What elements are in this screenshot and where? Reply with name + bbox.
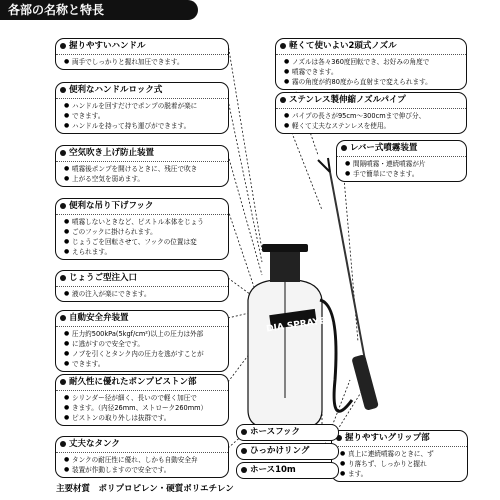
feature-title: 握りやすいハンドル <box>69 41 146 51</box>
feature-box-lever <box>336 140 467 182</box>
feature-title: ステンレス製伸縮ノズルパイプ <box>289 95 406 105</box>
product-label: DIA SPRAYER <box>265 315 334 335</box>
feature-box-hook <box>55 198 229 260</box>
feature-box-funnel <box>55 270 229 302</box>
feature-title: じょうご型注入口 <box>69 273 138 283</box>
feature-box-safety-valve <box>55 310 229 372</box>
feature-item: ● 霧の角度が約80度から直射まで変えられます。 <box>284 77 460 87</box>
feature-item: ● シリンダー径が細く、長いので軽く加圧で <box>64 393 222 403</box>
feature-item: ● ノズルは各々360度回転でき、お好みの角度で <box>284 57 460 67</box>
page-title: 各部の名称と特長 <box>0 0 198 20</box>
feature-item: ● えられます。 <box>64 247 222 257</box>
feature-item: ● パイプの長さが95cm〜300cmまで伸び分、 <box>284 111 460 121</box>
materials-footer: 主要材質 ポリプロピレン・硬質ポリエチレン <box>56 484 234 494</box>
feature-item: ● できます。 <box>64 111 222 121</box>
part-tag-label: ホースフック <box>250 427 300 437</box>
feature-item: ● 噴霧後ポンプを開けるときに、残圧で吹き <box>64 164 222 174</box>
feature-item: ● タンクの耐圧性に優れ、しかも自動安全弁 <box>64 455 222 465</box>
feature-item: ● ハンドルを回すだけでポンプの脱着が楽に <box>64 101 222 111</box>
part-tag-hose-hook <box>236 424 339 441</box>
part-tag-hose <box>236 462 339 479</box>
feature-item: ● 装置が作動しますので安全です。 <box>64 465 222 475</box>
feature-box-air-guard <box>55 145 229 187</box>
feature-item: ● 両手でしっかりと握れ加圧できます。 <box>64 57 222 67</box>
feature-item: ● 液の注入が楽にできます。 <box>64 289 222 299</box>
feature-box-nozzle <box>275 38 467 90</box>
feature-box-handle <box>55 38 229 70</box>
feature-item: ● ます。 <box>340 469 461 479</box>
feature-box-tank <box>55 436 229 478</box>
feature-title: 丈夫なタンク <box>69 439 120 449</box>
feature-item: ● 間隔噴霧・連続噴霧が片 <box>345 159 460 169</box>
feature-box-grip <box>331 430 468 482</box>
part-tag-label: ホース10m <box>250 465 296 475</box>
feature-title: 便利な吊り下げフック <box>69 201 154 211</box>
feature-item: ● に逃がすので安全です。 <box>64 339 222 349</box>
feature-item: ● 軽くて丈夫なステンレスを使用。 <box>284 121 460 131</box>
feature-title: 自動安全弁装置 <box>69 313 129 323</box>
feature-item: ● ノブを引くとタンク内の圧力を逃がすことが <box>64 349 222 359</box>
part-tag-hook-ring <box>236 443 339 460</box>
feature-item: ● 上がる空気を弱めます。 <box>64 174 222 184</box>
feature-item: ● ピストンの取り外しは抜群です。 <box>64 413 222 423</box>
feature-title: 便利なハンドルロック式 <box>69 85 163 95</box>
feature-title: レバー式噴霧装置 <box>350 143 418 153</box>
feature-item: ● り落ちず、しっかりと握れ <box>340 459 461 469</box>
feature-item: ● ごのフックに掛けられます。 <box>64 227 222 237</box>
feature-item: ● 噴霧しないときなど、ピストル本体をじょう <box>64 217 222 227</box>
feature-item: ● 手で簡単にできます。 <box>345 169 460 179</box>
feature-item: ● 噴霧できます。 <box>284 67 460 77</box>
feature-title: 軽くて使いよい2頭式ノズル <box>289 41 397 51</box>
feature-box-pipe <box>275 92 467 134</box>
feature-box-pump-piston <box>55 374 229 426</box>
feature-title: 握りやすいグリップ部 <box>345 433 430 443</box>
feature-box-handle-lock <box>55 82 229 134</box>
feature-item: ● きます。（内径26mm、ストローク260mm） <box>64 403 222 413</box>
feature-item: ● 圧力約500kPa(5kgf/cm²)以上の圧力は外部 <box>64 329 222 339</box>
feature-title: 空気吹き上げ防止装置 <box>69 148 155 158</box>
part-tag-label: ひっかけリング <box>250 446 310 456</box>
feature-item: ● できます。 <box>64 359 222 369</box>
feature-item: ● 真上に連続噴霧のときに、ず <box>340 449 461 459</box>
feature-item: ● じょうごを回転させて、フックの位置は変 <box>64 237 222 247</box>
feature-item: ● ハンドルを持って持ち運びができます。 <box>64 121 222 131</box>
feature-title: 耐久性に優れたポンプピストン部 <box>69 377 197 387</box>
